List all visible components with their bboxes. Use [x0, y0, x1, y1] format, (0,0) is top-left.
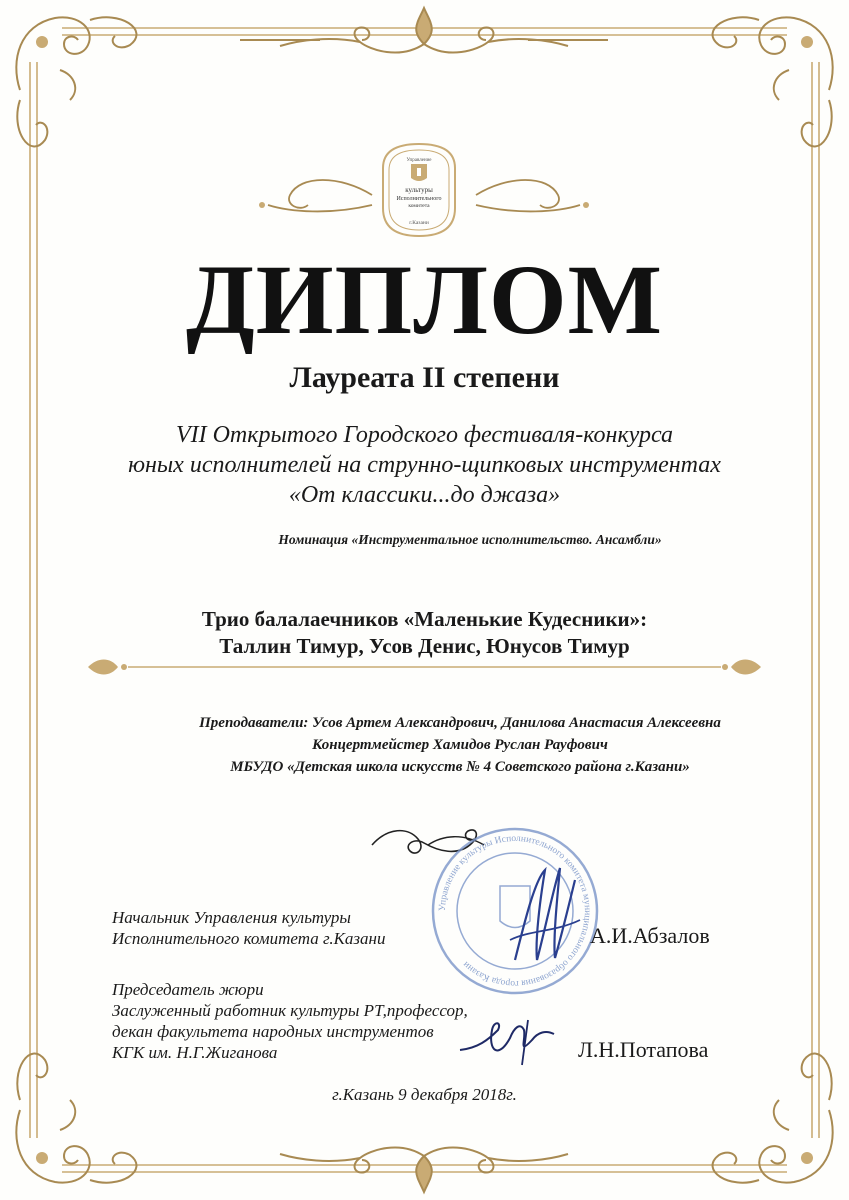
divider-right-flourish-icon [722, 660, 761, 675]
head-position [112, 907, 385, 949]
diploma-title: ДИПЛОМ [185, 244, 664, 355]
festival-line-2: юных исполнителей на струнно-щипковых инструментах [128, 452, 721, 478]
seal-text: Управление культуры Исполнительного комитета муниципального образования города Казани [437, 833, 593, 989]
organization-logo [373, 138, 465, 242]
logo-line-4: комитета [408, 203, 430, 209]
divider-left-flourish-icon [88, 660, 127, 675]
jury-signature [458, 1010, 578, 1070]
corner-ornament-top-right-icon [713, 17, 833, 146]
teachers-line: Преподаватели: Усов Артем Александрович, Данилова Анастасия Алексеевна [199, 715, 721, 731]
jury-position-line-3: декан факультета народных инструментов [112, 1022, 434, 1041]
logo-line-5: г.Казани [409, 220, 429, 226]
jury-position [112, 979, 468, 1063]
ensemble-name: Трио балалаечников «Маленькие Кудесники»: [201, 607, 648, 631]
section-divider [88, 655, 761, 679]
head-name: А.И.Абзалов [590, 923, 710, 948]
head-signature [505, 860, 585, 970]
teachers-info [150, 712, 770, 778]
corner-ornament-bottom-left-icon [16, 1054, 136, 1183]
jury-position-line-4: КГК им. Н.Г.Жиганова [112, 1043, 278, 1062]
place-date: г.Казань 9 декабря 2018г. [332, 1085, 517, 1104]
corner-ornament-bottom-right-icon [713, 1054, 833, 1183]
jury-name: Л.Н.Потапова [578, 1037, 709, 1062]
school-line: МБУДО «Детская школа искусств № 4 Советского района г.Казани» [230, 759, 690, 775]
jury-position-line-2: Заслуженный работник культуры РТ,профессор, [112, 1001, 468, 1020]
festival-line-3: «От классики...до джаза» [288, 482, 561, 508]
bottom-center-ornament-icon [280, 1147, 568, 1192]
laureate-degree: Лауреата II степени [289, 361, 560, 394]
festival-name [60, 420, 789, 510]
logo-line-3: Исполнительного [396, 196, 442, 202]
accompanist-line: Концертмейстер Хамидов Руслан Рауфович [312, 737, 608, 753]
logo-line-1: Управление [406, 158, 432, 163]
head-position-line-1: Начальник Управления культуры [112, 908, 351, 927]
head-position-line-2: Исполнительного комитета г.Казани [112, 929, 386, 948]
festival-line-1: VII Открытого Городского фестиваля-конкурса [175, 422, 674, 448]
corner-ornament-top-left-icon [16, 17, 136, 146]
ensemble-info [0, 606, 849, 660]
top-center-ornament-icon [240, 8, 608, 53]
nomination: Номинация «Инструментальное исполнительство. Ансамбли» [278, 532, 662, 547]
kazan-emblem-icon [411, 164, 427, 181]
logo-line-2: культуры [405, 186, 433, 194]
jury-position-line-1: Председатель жюри [112, 980, 264, 999]
ensemble-members: Таллин Тимур, Усов Денис, Юнусов Тимур [219, 634, 630, 658]
